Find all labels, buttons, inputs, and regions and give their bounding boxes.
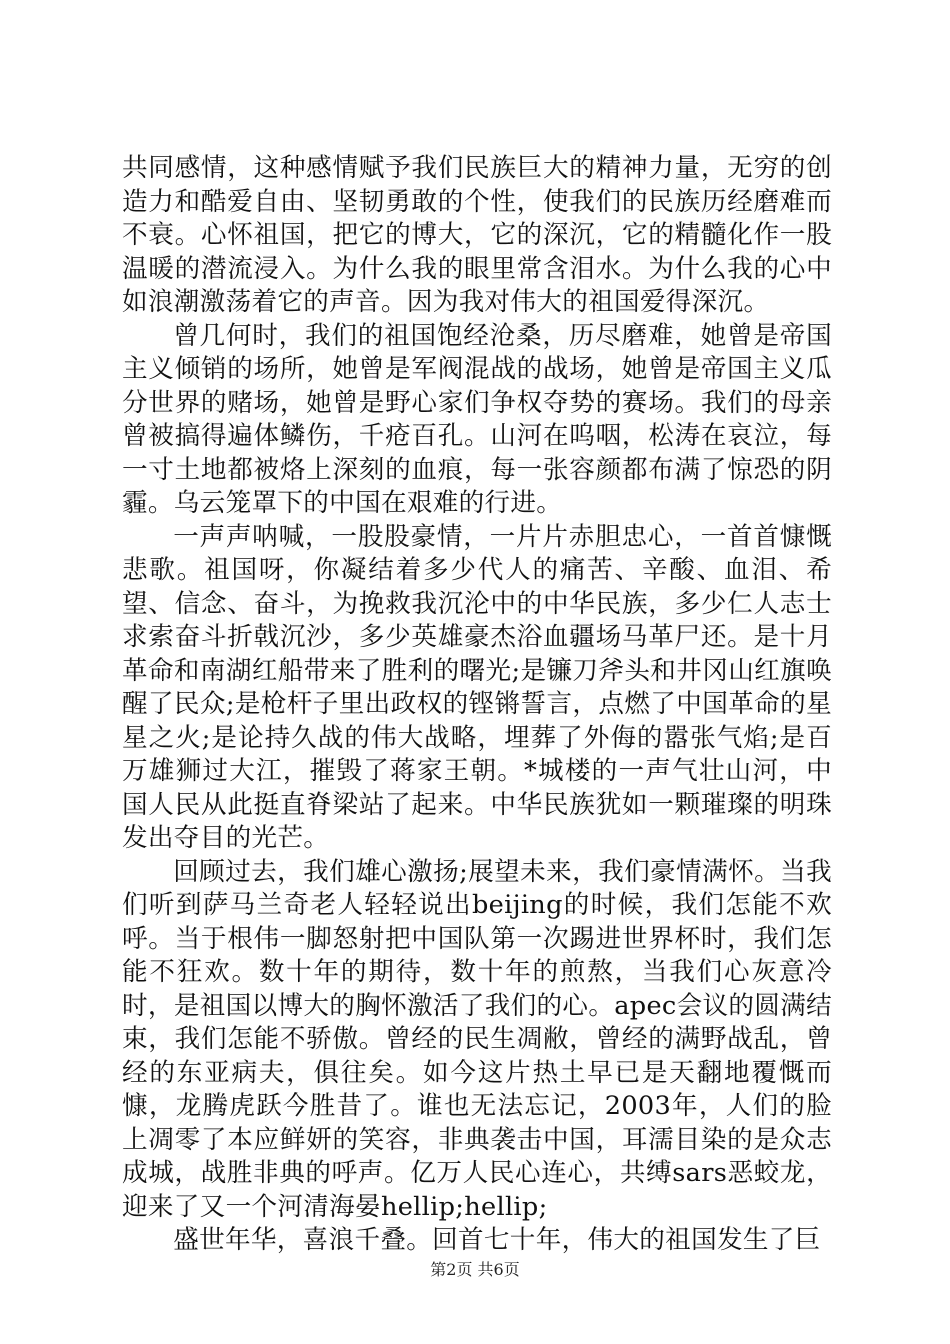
paragraph-continued: 共同感情，这种感情赋予我们民族巨大的精神力量，无穷的创造力和酷爱自由、坚韧勇敢的个性，使我们的民族历经磨难而不衰。心怀祖国，把它的博大，它的深沉，它的精髓化作一股温暖的潜流浸入。为什么我的眼里常含泪水。为什么我的心中如浪潮激荡着它的声音。因为我对伟大的祖国爱得深沉。 bbox=[122, 153, 832, 317]
paragraph: 曾几何时，我们的祖国饱经沧桑，历尽磨难，她曾是帝国主义倾销的场所，她曾是军阀混战的战场，她曾是帝国主义瓜分世界的赌场，她曾是野心家们争权夺势的赛场。我们的母亲曾被搞得遍体鳞伤，千疮百孔。山河在呜咽，松涛在哀泣，每一寸土地都被烙上深刻的血痕，每一张容颜都布满了惊恐的阴霾。乌云笼罩下的中国在艰难的行进。 bbox=[122, 320, 832, 518]
paragraph: 盛世年华，喜浪千叠。回首七十年，伟大的祖国发生了巨 bbox=[173, 1225, 821, 1255]
paragraph: 回顾过去，我们雄心激扬;展望未来，我们豪情满怀。当我们听到萨马兰奇老人轻轻说出beijing的时候，我们怎能不欢呼。当于根伟一脚怒射把中国队第一次踢进世界杯时，我们怎能不狂欢。数十年的期待，数十年的煎熬，当我们心灰意冷时，是祖国以博大的胸怀激活了我们的心。apec会议的圆满结束，我们怎能不骄傲。曾经的民生凋敝，曾经的满野战乱，曾经的东亚病夫，俱往矣。如今这片热土早已是天翻地覆慨而慷，龙腾虎跃今胜昔了。谁也无法忘记，2003年，人们的脸上凋零了本应鲜妍的笑容，非典袭击中国，耳濡目染的是众志成城，战胜非典的呼声。亿万人民心连心，共缚sars恶蛟龙，迎来了又一个河清海晏hellip;hellip; bbox=[122, 856, 832, 1222]
page-number-footer: 第2页 共6页 bbox=[430, 1260, 520, 1279]
paragraph: 一声声呐喊，一股股豪情，一片片赤胆忠心，一首首慷慨悲歌。祖国呀，你凝结着多少代人的痛苦、辛酸、血泪、希望、信念、奋斗，为挽救我沉沦中的中华民族，多少仁人志士求索奋斗折戟沉沙，多少英雄豪杰浴血疆场马革尸还。是十月革命和南湖红船带来了胜利的曙光;是镰刀斧头和井冈山红旗唤醒了民众;是枪杆子里出政权的铿锵誓言，点燃了中国革命的星星之火;是论持久战的伟大战略，埋葬了外侮的嚣张气焰;是百万雄狮过大江，摧毁了蒋家王朝。*城楼的一声气壮山河，中国人民从此挺直脊梁站了起来。中华民族犹如一颗璀璨的明珠发出夺目的光芒。 bbox=[122, 521, 832, 853]
page-body bbox=[122, 152, 832, 1258]
